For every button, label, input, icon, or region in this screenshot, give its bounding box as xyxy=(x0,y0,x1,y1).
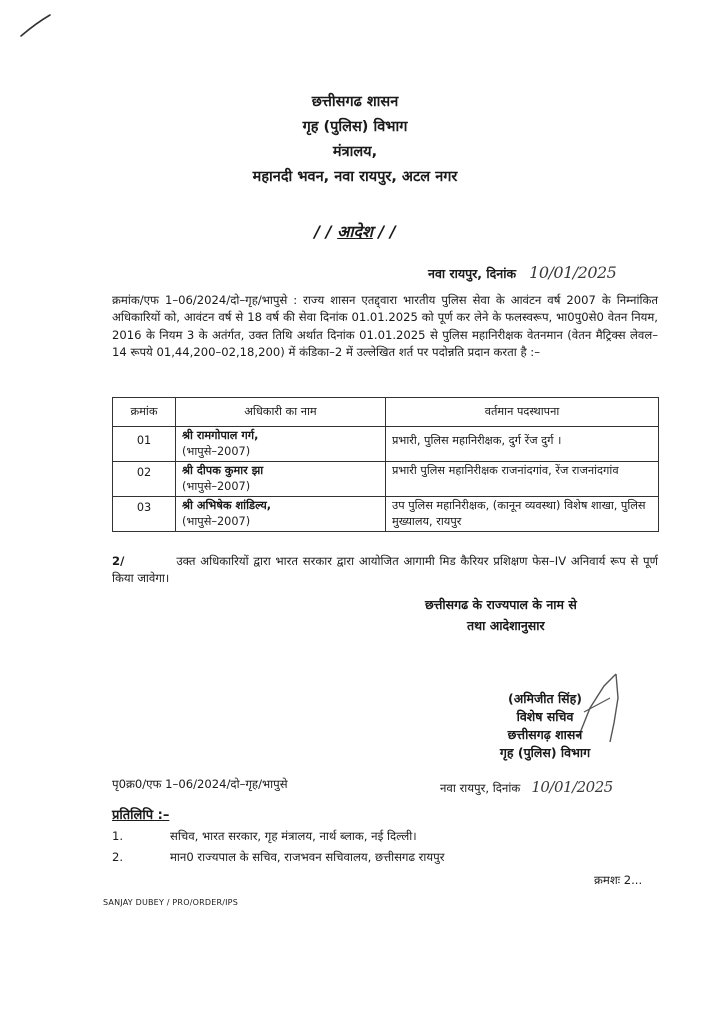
row-serial: 01 xyxy=(113,427,176,462)
header-department: गृह (पुलिस) विभाग xyxy=(302,119,408,135)
header-address: महानदी भवन, नवा रायपुर, अटल नगर xyxy=(252,169,458,185)
table-header-row xyxy=(113,398,659,427)
header-govt: छत्तीसगढ शासन xyxy=(311,94,399,110)
row-serial: 02 xyxy=(113,462,176,497)
place-date-label: नवा रायपुर, दिनांक xyxy=(428,266,517,281)
copy-heading: प्रतिलिपि :– xyxy=(112,808,170,823)
copy-item-number: 2. xyxy=(112,850,124,864)
endorsement-date xyxy=(440,777,613,796)
copy-item-number: 1. xyxy=(112,829,124,843)
copy-item xyxy=(112,850,444,865)
col-header-serial: क्रमांक xyxy=(113,398,176,427)
authority-line-1: छत्तीसगढ के राज्यपाल के नाम से xyxy=(425,597,577,612)
officer-batch: (भापुसे–2007) xyxy=(182,445,251,458)
place-date xyxy=(428,263,616,282)
officer-name: श्री अभिषेक शांडिल्य, xyxy=(182,499,272,512)
endorsement-place-label: नवा रायपुर, दिनांक xyxy=(440,781,521,795)
copy-item xyxy=(112,829,417,844)
order-paragraph-2 xyxy=(112,553,658,588)
paragraph-2-text: उक्त अधिकारियों द्वारा भारत सरकार द्वारा आयोजित आगामी मिड कैरियर प्रशिक्षण फेस–IV अनिवार्य रूप से पूर्ण किया जावेगा। xyxy=(112,554,658,586)
signatory-name: (अमिजीत सिंह) xyxy=(507,691,582,706)
paragraph-2-number: 2/ xyxy=(112,554,125,568)
signatory-designation: विशेष सचिव xyxy=(516,709,574,724)
endorsement-ref: पृ0क्र0/एफ 1–06/2024/दो–गृह/भापुसे xyxy=(112,777,288,791)
pen-stroke-mark xyxy=(18,12,54,40)
continued-marker: क्रमशः 2... xyxy=(594,873,643,887)
table-row xyxy=(113,427,659,462)
table-row xyxy=(113,497,659,532)
officer-batch: (भापुसे–2007) xyxy=(182,515,251,528)
handwritten-date: 10/01/2025 xyxy=(529,263,617,282)
endorsement-handwritten-date: 10/01/2025 xyxy=(531,778,613,796)
row-serial: 03 xyxy=(113,497,176,532)
officer-posting: प्रभारी, पुलिस महानिरीक्षक, दुर्ग रेंज दुर्ग । xyxy=(386,427,659,462)
officer-posting: प्रभारी पुलिस महानिरीक्षक राजनांदगांव, रेंज राजनांदगांव xyxy=(386,462,659,497)
footer-code: SANJAY DUBEY / PRO/ORDER/IPS xyxy=(103,898,238,907)
officer-cell xyxy=(176,427,386,462)
officer-name: श्री रामगोपाल गर्ग, xyxy=(182,429,259,442)
authority-line-2: तथा आदेशानुसार xyxy=(467,618,545,633)
signatory-office-2: गृह (पुलिस) विभाग xyxy=(499,745,591,760)
copy-item-text: सचिव, भारत सरकार, गृह मंत्रालय, नार्थ ब्लाक, नई दिल्ली। xyxy=(170,829,417,843)
officer-posting: उप पुलिस महानिरीक्षक, (कानून व्यवस्था) विशेष शाखा, पुलिस मुख्यालय, रायपुर xyxy=(386,497,659,532)
signatory-office-1: छत्तीसगढ़ शासन xyxy=(507,727,583,742)
header-ministry: मंत्रालय, xyxy=(332,144,378,160)
col-header-posting: वर्तमान पदस्थापना xyxy=(386,398,659,427)
officer-name: श्री दीपक कुमार झा xyxy=(182,464,264,477)
table-row xyxy=(113,462,659,497)
officer-cell xyxy=(176,462,386,497)
officer-cell xyxy=(176,497,386,532)
copy-item-text: मान0 राज्यपाल के सचिव, राजभवन सचिवालय, छत्तीसगढ रायपुर xyxy=(170,850,445,864)
order-paragraph-1: क्रमांक/एफ 1–06/2024/दो–गृह/भापुसे : राज्य शासन एतद्द्वारा भारतीय पुलिस सेवा के आवंटन वर्ष 2007 के निम्नांकित अधिकारियों को, आवंटन वर्ष से 18 वर्ष की सेवा दिनांक 01.01.2025 को पूर्ण कर लेने के फलस्वरूप, भा0पु0से0 वेतन नियम, 2016 के नियम 3 के अतंर्गत, उक्त तिथि अर्थात दिनांक 01.01.2025 से पुलिस महानिरीक्षक वेतनमान (वेतन मैट्रिक्स लेवल–14 रूपये 01,44,200–02,18,200) में कंडिका–2 में उल्लेखित शर्त पर पदोन्नति प्रदान करता है :– xyxy=(112,293,658,360)
officer-batch: (भापुसे–2007) xyxy=(182,480,251,493)
order-title: / / आदेश / / xyxy=(314,222,396,241)
col-header-officer-name: अधिकारी का नाम xyxy=(176,398,386,427)
officers-table xyxy=(112,397,659,532)
signatory-block xyxy=(470,690,620,762)
